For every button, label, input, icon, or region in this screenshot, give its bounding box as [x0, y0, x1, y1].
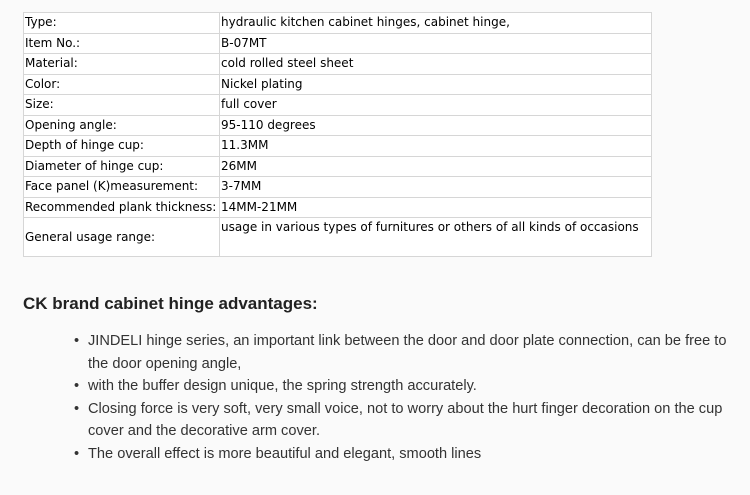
- spec-label: Item No.:: [24, 33, 220, 54]
- list-item-text: Closing force is very soft, very small voice, not to worry about the hurt finger decoration on the cup cover and the decorative arm cover.: [88, 400, 723, 439]
- spec-value: 11.3MM: [220, 136, 652, 157]
- spec-label: Recommended plank thickness:: [24, 197, 220, 218]
- spec-label: Depth of hinge cup:: [24, 136, 220, 157]
- table-row: [24, 95, 652, 116]
- spec-table: [23, 12, 652, 257]
- table-row: [24, 54, 652, 75]
- spec-value: 26MM: [220, 156, 652, 177]
- spec-value: hydraulic kitchen cabinet hinges, cabinet hinge,: [220, 13, 652, 34]
- spec-label: Color:: [24, 74, 220, 95]
- spec-label: Diameter of hinge cup:: [24, 156, 220, 177]
- bullet-icon: •: [74, 445, 80, 462]
- table-row: [24, 197, 652, 218]
- spec-label: General usage range:: [24, 218, 220, 257]
- spec-label: Type:: [24, 13, 220, 34]
- table-row: [24, 74, 652, 95]
- spec-label: Face panel (K)measurement:: [24, 177, 220, 198]
- spec-value: usage in various types of furnitures or others of all kinds of occasions: [220, 218, 652, 257]
- spec-value: 3-7MM: [220, 177, 652, 198]
- bullet-icon: •: [74, 333, 80, 349]
- spec-value: 14MM-21MM: [220, 197, 652, 218]
- list-item: [74, 443, 728, 466]
- table-row: [24, 218, 652, 257]
- section-title: CK brand cabinet hinge advantages:: [23, 294, 318, 313]
- table-row: [24, 115, 652, 136]
- table-row: [24, 177, 652, 198]
- advantages-list: [74, 330, 728, 465]
- bullet-icon: •: [74, 400, 80, 417]
- spec-label: Material:: [24, 54, 220, 75]
- list-item: [74, 375, 728, 398]
- table-row: [24, 136, 652, 157]
- list-item-text: with the buffer design unique, the spring strength accurately.: [88, 378, 477, 394]
- spec-value: full cover: [220, 95, 652, 116]
- spec-value: Nickel plating: [220, 74, 652, 95]
- bullet-icon: •: [74, 378, 80, 394]
- list-item: [74, 398, 728, 443]
- spec-value: 95-110 degrees: [220, 115, 652, 136]
- table-row: [24, 156, 652, 177]
- list-item-text: The overall effect is more beautiful and elegant, smooth lines: [88, 445, 482, 462]
- table-row: [24, 13, 652, 34]
- list-item-text: JINDELI hinge series, an important link between the door and door plate connection, can be free to the door opening angle,: [88, 333, 727, 372]
- spec-label: Opening angle:: [24, 115, 220, 136]
- list-item: [74, 330, 728, 375]
- spec-label: Size:: [24, 95, 220, 116]
- table-row: [24, 33, 652, 54]
- spec-value: B-07MT: [220, 33, 652, 54]
- spec-value: cold rolled steel sheet: [220, 54, 652, 75]
